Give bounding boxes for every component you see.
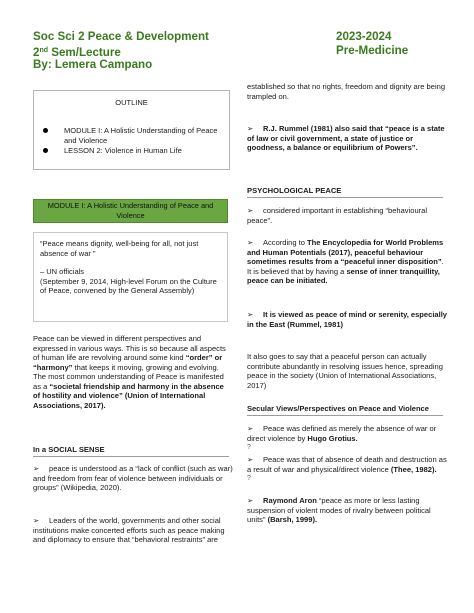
social-bullet-2-text: Leaders of the world, governments and other social institutions make concerted efforts such as peace making and diplomacy to ensure that “behavioral restraints” are — [33, 516, 225, 544]
quote-box — [33, 232, 228, 322]
module-heading-box: MODULE I: A Holistic Understanding of Peace and Violence — [33, 199, 228, 223]
outline-box — [33, 90, 230, 170]
semester-suffix: nd — [39, 47, 49, 54]
secular-bullet-3-b: “peace as more or less lasting suspension of violent modes of rivalry between political units” — [247, 496, 431, 524]
secular-bullet-3-c: (Barsh, 1999). — [267, 515, 318, 524]
psych-bullet-2-b: The Encyclopedia for World Problems and Human Potentials (2017), peaceful behaviour sometimes results from a “peaceful inner disposition” — [247, 238, 444, 266]
secular-bullet-1-b: Hugo Grotius. — [307, 433, 358, 443]
secular-bullet-3-a: Raymond Aron — [263, 496, 317, 505]
psychological-peace-heading: PSYCHOLOGICAL PEACE — [247, 186, 342, 195]
social-sense-heading: In a SOCIAL SENSE — [33, 445, 105, 454]
check-arrow-icon: ➢ — [247, 206, 254, 215]
psych-bullet-2 — [247, 238, 447, 286]
secular-bullet-1 — [247, 424, 447, 453]
psych-bullet-2-c: . It is believed that by having a — [247, 257, 444, 276]
secular-bullet-1-a: Peace was defined as merely the absence of war or direct violence by — [247, 424, 437, 443]
quote-attribution: – UN officials — [40, 267, 85, 276]
course-title: Soc Sci 2 Peace & Development — [33, 30, 209, 43]
intro-text-c: that keeps it moving, growing and evolving. The most common understanding of Peace is manifested as a — [33, 362, 224, 391]
rummel-bullet — [247, 124, 447, 153]
program-label: Pre-Medicine — [336, 44, 409, 57]
check-arrow-icon: ➢ — [33, 516, 40, 525]
intro-text-definition: “societal friendship and harmony in the absence of hostility and violence” (Union of International Associations, 2017). — [33, 381, 224, 410]
psych-bullet-3-text: It is viewed as peace of mind or serenity, especially in the East (Rummel, 1981) — [247, 310, 447, 329]
psych-bullet-3 — [247, 310, 447, 329]
peace-intro-paragraph — [33, 334, 233, 410]
quote-source: (September 9, 2014, High-level Forum on the Culture of Peace, convened by the General Assembly) — [40, 276, 217, 295]
check-arrow-icon: ➢ — [247, 310, 254, 319]
outline-title: OUTLINE — [115, 98, 148, 107]
psych-heading-rule — [247, 197, 443, 198]
social-bullet-2 — [33, 516, 233, 545]
social-heading-rule — [33, 456, 229, 457]
psych-bullet-1 — [247, 206, 447, 225]
academic-year: 2023-2024 — [336, 30, 392, 43]
psych-bullet-2-d: sense of inner tranquillity, peace can be initiated. — [247, 266, 440, 285]
intro-text-a: Peace can be viewed in different perspectives and expressed in various ways. This is so because all aspects of human life are revolving around some kind — [33, 334, 226, 362]
outline-list — [34, 126, 229, 156]
social-bullet-1 — [33, 464, 233, 493]
psych-bullet-1-text: considered important in establishing “behavioural peace”. — [247, 206, 428, 225]
check-arrow-icon: ➢ — [247, 424, 254, 433]
check-arrow-icon: ➢ — [33, 464, 40, 473]
check-arrow-icon: ➢ — [247, 496, 254, 505]
continued-paragraph: established so that no rights, freedom and dignity are being trampled on. — [247, 82, 446, 101]
placeholder-glyph: ? — [247, 444, 251, 451]
check-arrow-icon: ➢ — [247, 238, 254, 247]
secular-bullet-3 — [247, 496, 447, 525]
outline-item — [34, 146, 229, 156]
outline-item-text: LESSON 2: Violence in Human Life — [64, 146, 182, 155]
outline-item — [34, 126, 229, 145]
secular-heading-rule — [247, 415, 443, 416]
semester-number: 2 — [33, 46, 40, 59]
author-label: By: Lemera Campano — [33, 58, 153, 71]
secular-bullet-2-a: Peace was that of absence of death and destruction as a result of war and physical/direct violence — [247, 455, 447, 474]
quote-text: “Peace means dignity, well-being for all, not just absence of war ” — [40, 239, 199, 258]
check-arrow-icon: ➢ — [247, 124, 254, 133]
placeholder-glyph: ? — [247, 475, 251, 482]
psych-bullet-2-a: According to — [263, 238, 308, 247]
rummel-text: R.J. Rummel (1981) also said that “peace is a state of law or civil government, a state of justice or goodness, a balance or equilibrium of Powers”. — [247, 124, 445, 152]
bullet-dot-icon — [43, 148, 48, 153]
secular-bullet-2 — [247, 455, 447, 484]
secular-views-heading: Secular Views/Perspectives on Peace and Violence — [247, 404, 429, 413]
check-arrow-icon: ➢ — [247, 455, 254, 464]
secular-bullet-2-b: (Thee, 1982). — [390, 464, 437, 474]
intro-text-order: “order” or “harmony” — [33, 353, 223, 372]
bullet-dot-icon — [43, 128, 48, 133]
outline-item-text: MODULE I: A Holistic Understanding of Peace and Violence — [64, 126, 218, 145]
psych-paragraph: It also goes to say that a peaceful person can actually contribute abundantly in resolving issues hence, spreading peace in the society (Union of International Associations, 2017) — [247, 352, 443, 390]
semester-text: Sem/Lecture — [48, 46, 121, 59]
social-bullet-1-text: peace is understood as a “lack of conflict (such as war) and freedom from fear of violence between individuals or groups” (Wikipedia, 2020). — [33, 464, 233, 492]
